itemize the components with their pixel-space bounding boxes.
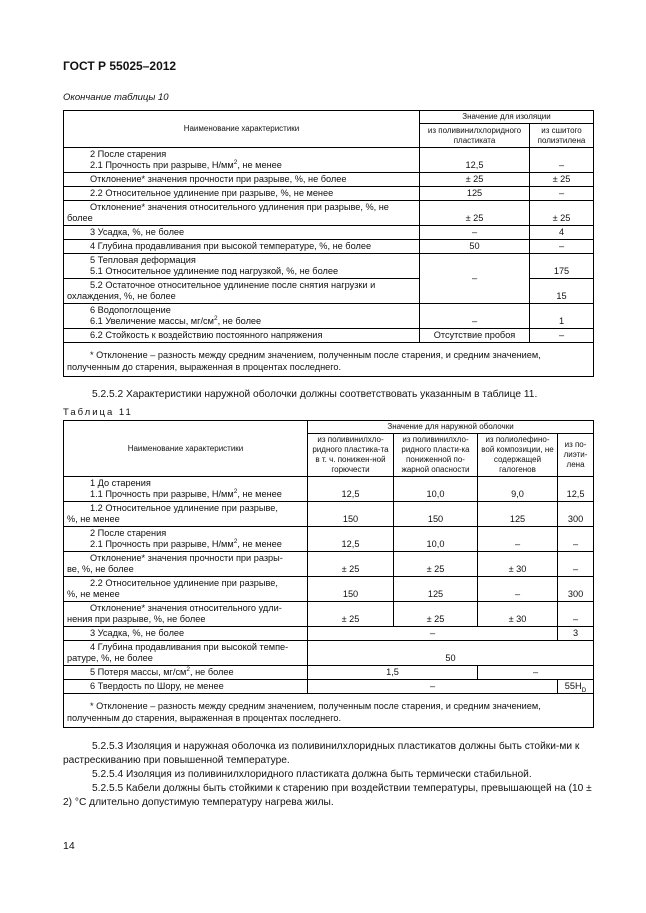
- t11-hardness-value: 55H: [564, 681, 582, 691]
- t11-row-strength-deviation: [64, 552, 308, 577]
- t11-cell: ± 25: [308, 552, 394, 577]
- table-11: [63, 420, 594, 728]
- t11-cell: ± 30: [478, 552, 558, 577]
- t10-header-col2: из сшитого полиэтилена: [530, 124, 594, 148]
- t11-cell: –: [558, 602, 594, 627]
- t10-row-voltage: 6.2 Стойкость к воздействию постоянного напряжения: [64, 329, 420, 343]
- t11-cell: –: [478, 666, 594, 680]
- t11-row-before-aging-title: 1 До старения: [90, 478, 151, 488]
- t11-row-strength-2: [90, 539, 304, 550]
- t11-cell: 125: [478, 502, 558, 527]
- t10-header-col1: из поливинилхлоридного пластиката: [420, 124, 530, 148]
- t11-cell: –: [558, 552, 594, 577]
- t11-header-col4: из по-лиэти-лена: [558, 434, 594, 477]
- t10-cell: –: [530, 240, 594, 254]
- t10-row-elong-deviation-l2: более: [67, 213, 93, 223]
- t11-row-strength-2-tail: , не менее: [237, 539, 282, 549]
- t10-row-residual: [64, 279, 420, 304]
- t11-cell: 3: [558, 627, 594, 641]
- t10-cell: 15: [530, 279, 594, 304]
- t10-row-deviation: Отклонение* значения прочности при разрыве, %, не более: [64, 173, 420, 187]
- t11-cell: 300: [558, 502, 594, 527]
- paragraph-5-2-5-5: 5.2.5.5 Кабели должны быть стойкими к старению при воздействии температуры, превышающей на (10 ± 2) °С длительно допустимую температуру нагрева жилы.: [63, 783, 592, 808]
- t10-row-residual-l2: охлаждения, %, не более: [67, 291, 176, 301]
- t10-row-water-title: 6 Водопоглощение: [90, 305, 171, 315]
- t11-row-strength-deviation-l2: ве, %, не более: [67, 564, 134, 574]
- t10-cell: –: [530, 187, 594, 201]
- t10-cell: –: [530, 148, 594, 173]
- t11-cell: 12,5: [308, 477, 394, 502]
- t11-cell: 12,5: [308, 527, 394, 552]
- t11-cell: 12,5: [558, 477, 594, 502]
- t10-row-residual-l1: 5.2 Остаточное относительное удлинение после снятия нагрузки и: [90, 280, 376, 290]
- t10-cell: Отсутствие пробоя: [420, 329, 530, 343]
- t11-row-strength: [90, 489, 304, 500]
- t11-row-strength-text: 1.1 Прочность при разрыве, Н/мм: [90, 489, 234, 499]
- t11-cell: 9,0: [478, 477, 558, 502]
- t11-row-before-aging: [64, 477, 308, 502]
- t10-row-strength-sup: 2: [233, 158, 238, 166]
- t11-row-elongation: [64, 502, 308, 527]
- t11-row-mass-loss: [64, 666, 308, 680]
- t11-row-mass-loss-tail: , не более: [190, 667, 234, 677]
- t10-cell: ± 25: [530, 201, 594, 226]
- t10-row-mass-text: 6.1 Увеличение массы, мг/см: [90, 316, 214, 326]
- t11-cell: 300: [558, 577, 594, 602]
- t11-row-indent: [64, 641, 308, 666]
- t10-row-elongation: 2.2 Относительное удлинение при разрыве, %, не менее: [64, 187, 420, 201]
- t11-row-after-aging: [64, 527, 308, 552]
- paragraph-5-2-5-3: [63, 740, 595, 810]
- t11-hardness-sub: D: [581, 686, 587, 694]
- t11-row-hardness: 6 Твердость по Шору, не менее: [64, 680, 308, 694]
- t11-cell: –: [308, 627, 558, 641]
- t11-cell: –: [308, 680, 558, 694]
- t11-cell: ± 25: [308, 602, 394, 627]
- t10-cell: 4: [530, 226, 594, 240]
- t11-footnote: [64, 694, 594, 728]
- t10-cell: 12,5: [420, 148, 530, 173]
- t11-row-elongation-2-l1: 2.2 Относительное удлинение при разрыве,: [90, 578, 278, 588]
- t11-cell: –: [558, 527, 594, 552]
- t10-cell: ± 25: [530, 173, 594, 187]
- t10-cell: 50: [420, 240, 530, 254]
- t10-row-strength-tail: , не менее: [237, 160, 282, 170]
- t11-cell: 1,5: [308, 666, 478, 680]
- t11-row-shrink: 3 Усадка, %, не более: [64, 627, 308, 641]
- t11-header-col1: из поливинилхло-ридного пластика-та в т. ч. понижен-ной горючести: [308, 434, 394, 477]
- t11-row-strength-tail: , не менее: [237, 489, 282, 499]
- t11-cell: 50: [308, 641, 594, 666]
- t11-row-strength-2-text: 2.1 Прочность при разрыве, Н/мм: [90, 539, 234, 549]
- t10-row-water: [64, 304, 420, 329]
- t10-cell: 1: [530, 304, 594, 329]
- document-header: ГОСТ Р 55025–2012: [63, 59, 177, 73]
- t10-cell: 175: [530, 254, 594, 279]
- t11-row-elong-deviation-l2: нения при разрыве, %, не более: [67, 614, 206, 624]
- paragraph-5-2-5-3-text: 5.2.5.3 Изоляция и наружная оболочка из поливинилхлоридных пластикатов должны быть стойки-ми к растрескиванию при повышенной температуре.: [63, 741, 580, 766]
- t11-row-elongation-l1: 1.2 Относительное удлинение при разрыве,: [90, 503, 278, 513]
- table-10-caption: Окончание таблицы 10: [63, 92, 169, 103]
- t10-row-mass-sup: 2: [213, 314, 218, 322]
- t11-row-strength-sup: 2: [233, 487, 238, 495]
- t10-row-mass: [90, 316, 416, 327]
- t11-row-mass-loss-sup: 2: [186, 665, 190, 673]
- t11-cell: 150: [308, 502, 394, 527]
- paragraph-5-2-5-2: 5.2.5.2 Характеристики наружной оболочки должны соответствовать указанным в таблице 11.: [92, 389, 538, 400]
- t10-cell: –: [420, 226, 530, 240]
- t10-row-elong-deviation-l1: Отклонение* значения относительного удлинения при разрыве, %, не: [90, 202, 389, 212]
- t11-header-col3: из полиолефино-вой композиции, не содержащей галогенов: [478, 434, 558, 477]
- t10-row-aging: [64, 148, 420, 173]
- t11-cell: ± 25: [394, 602, 478, 627]
- table-10: [63, 110, 594, 377]
- t11-cell: 125: [394, 577, 478, 602]
- table-11-label: Таблица 11: [63, 407, 133, 418]
- t11-row-elong-deviation: [64, 602, 308, 627]
- t10-row-strength-text: 2.1 Прочность при разрыве, Н/мм: [90, 160, 234, 170]
- t11-cell: 10,0: [394, 527, 478, 552]
- t11-cell: ± 30: [478, 602, 558, 627]
- t11-cell: 150: [394, 502, 478, 527]
- t11-cell-hardness: [558, 680, 594, 694]
- t11-header-name: Наименование характеристики: [64, 421, 308, 477]
- t11-cell: ± 25: [394, 552, 478, 577]
- t10-cell: 125: [420, 187, 530, 201]
- t10-row-elong-deviation: [64, 201, 420, 226]
- t10-cell: ± 25: [420, 173, 530, 187]
- t10-footnote-text: * Отклонение – разность между средним значением, полученным после старения, и средним значением, полученным до старения, выраженная в процентах последнего.: [67, 350, 541, 372]
- t10-header-name: Наименование характеристики: [64, 111, 420, 148]
- t11-cell: 150: [308, 577, 394, 602]
- t11-row-elongation-l2: %, не менее: [67, 514, 120, 524]
- t11-cell: 10,0: [394, 477, 478, 502]
- t10-row-thermal-load: 5.1 Относительное удлинение под нагрузкой, %, не более: [90, 266, 339, 276]
- t11-header-col2: из поливинилхло-ридного пласти-ка пониженной по-жарной опасности: [394, 434, 478, 477]
- paragraph-5-2-5-4: 5.2.5.4 Изоляция из поливинилхлоридного пластиката должна быть термически стабильной.: [92, 769, 532, 780]
- t10-header-group: Значение для изоляции: [420, 111, 594, 124]
- t11-row-mass-loss-text: 5 Потеря массы, мг/см: [90, 667, 187, 677]
- t11-cell: –: [478, 527, 558, 552]
- t10-row-strength: [90, 160, 416, 171]
- t11-row-indent-l2: ратуре, %, не более: [67, 653, 153, 663]
- t11-row-after-aging-title: 2 После старения: [90, 528, 167, 538]
- t10-row-thermal-title: 5 Тепловая деформация: [90, 255, 196, 265]
- t11-row-elongation-2-l2: %, не менее: [67, 589, 120, 599]
- t11-header-group: Значение для наружной оболочки: [308, 421, 594, 434]
- t11-footnote-text: * Отклонение – разность между средним значением, полученным после старения, и средним значением, полученным до старения, выраженная в процентах последнего.: [67, 701, 541, 723]
- t10-cell: –: [530, 329, 594, 343]
- t10-row-mass-tail: , не более: [217, 316, 262, 326]
- t10-row-thermal: [64, 254, 420, 279]
- t11-row-strength-deviation-l1: Отклонение* значения прочности при разры-: [90, 553, 283, 563]
- page-number: 14: [63, 840, 75, 852]
- t10-row-indent: 4 Глубина продавливания при высокой температуре, %, не более: [64, 240, 420, 254]
- t10-cell: –: [420, 304, 530, 329]
- t10-cell: –: [420, 254, 530, 304]
- t10-row-shrink: 3 Усадка, %, не более: [64, 226, 420, 240]
- t11-row-indent-l1: 4 Глубина продавливания при высокой темпе-: [90, 642, 289, 652]
- t10-row-aging-title: 2 После старения: [90, 149, 167, 159]
- t11-row-strength-2-sup: 2: [233, 537, 238, 545]
- t10-footnote: [64, 343, 594, 377]
- t11-row-elong-deviation-l1: Отклонение* значения относительного удли-: [90, 603, 282, 613]
- t11-cell: –: [478, 577, 558, 602]
- t11-row-elongation-2: [64, 577, 308, 602]
- t10-cell: ± 25: [420, 201, 530, 226]
